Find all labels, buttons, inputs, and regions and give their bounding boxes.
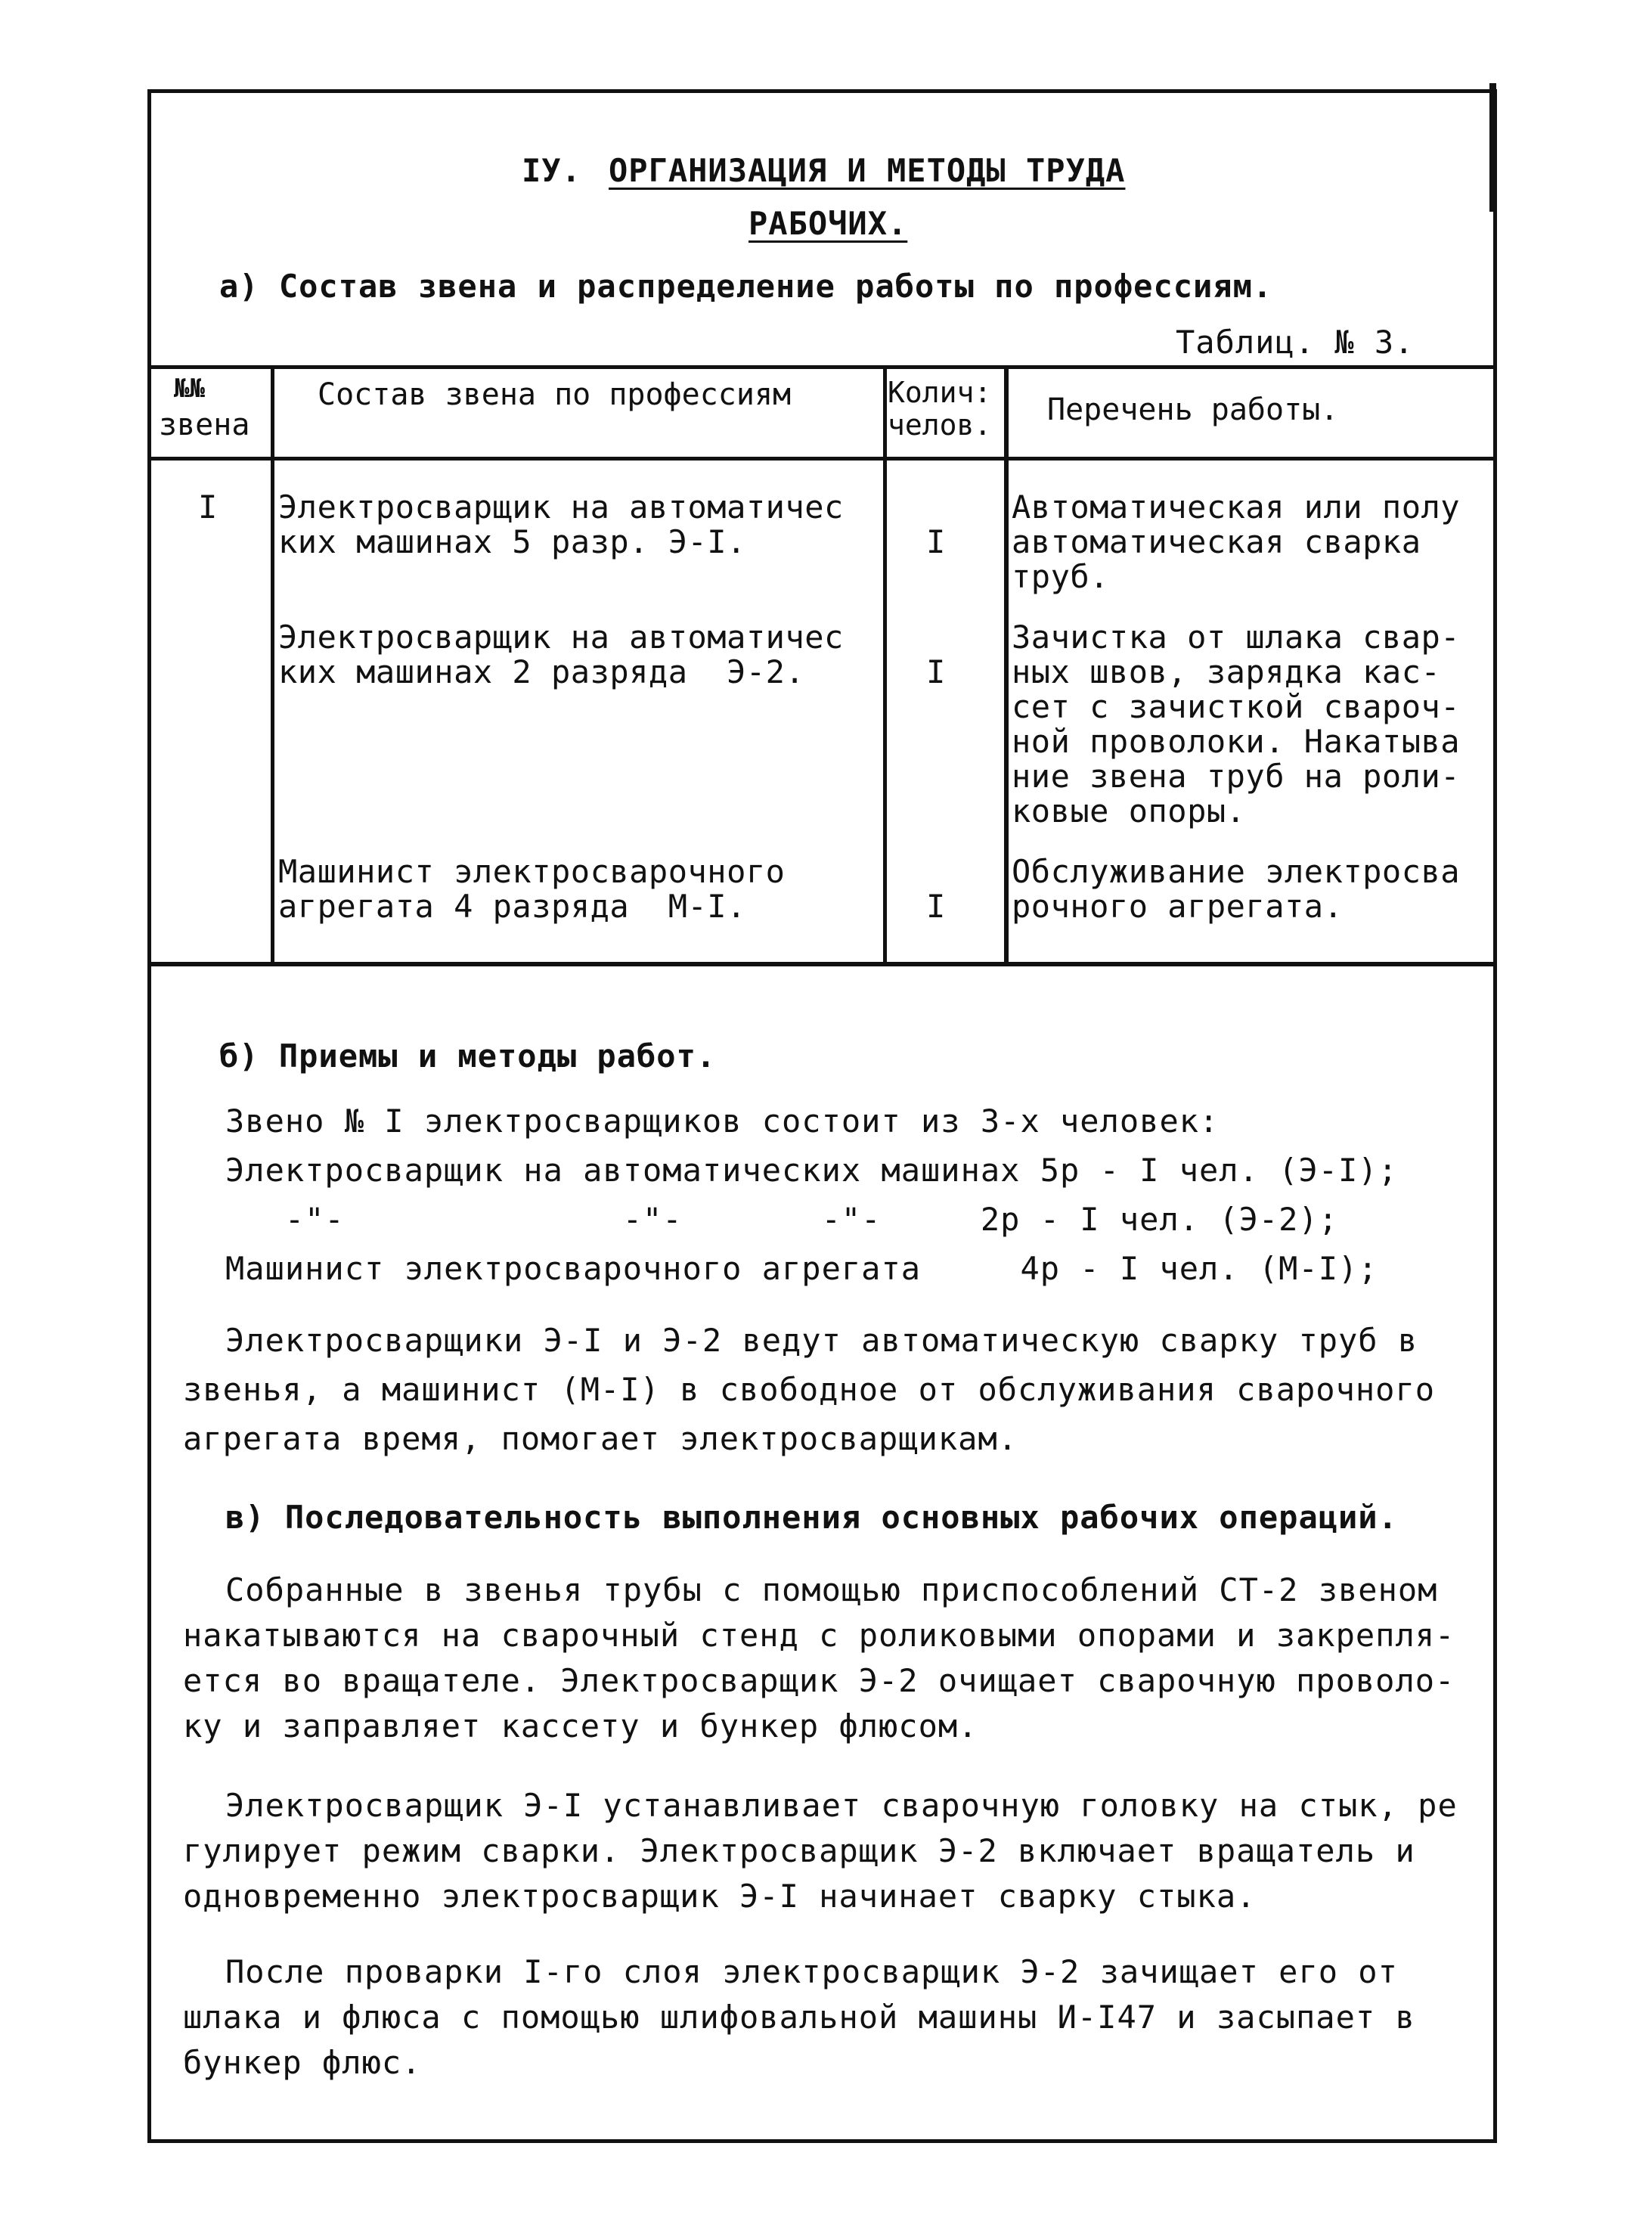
row3-composition-line2: агрегата 4 разряда М-I. bbox=[278, 888, 746, 925]
row1-works-line2: автоматическая сварка bbox=[1012, 523, 1421, 560]
header-count-line1: Колич: bbox=[888, 376, 992, 409]
subsection-b-heading: б) Приемы и методы работ. bbox=[219, 1037, 717, 1075]
paragraph-b-line3: агрегата время, помогает электросварщикам. bbox=[183, 1420, 1018, 1457]
paragraph-c1-line1: Собранные в звенья трубы с помощью приспособлений СТ-2 звеном bbox=[225, 1571, 1438, 1608]
paragraph-c2-line3: одновременно электросварщик Э-I начинает сварку стыка. bbox=[183, 1878, 1257, 1915]
header-count-line2: челов. bbox=[888, 408, 992, 442]
section-title-line2: РАБОЧИХ. bbox=[749, 205, 908, 242]
row2-composition-line2: ких машинах 2 разряда Э-2. bbox=[278, 653, 805, 690]
paragraph-c3-line3: бункер флюс. bbox=[183, 2044, 422, 2081]
row3-composition-line1: Машинист электросварочного bbox=[278, 853, 786, 890]
paragraph-c2-line2: гулирует режим сварки. Электросварщик Э-2 включает вращатель и bbox=[183, 1832, 1415, 1869]
row2-works-line2: ных швов, зарядка кас- bbox=[1012, 653, 1441, 690]
row1-works-line3: труб. bbox=[1012, 558, 1109, 595]
paragraph-b-line1: Электросварщики Э-I и Э-2 ведут автоматическую сварку труб в bbox=[225, 1322, 1418, 1359]
table-col-divider-1 bbox=[271, 365, 274, 966]
section-title-number: IУ. bbox=[522, 152, 581, 189]
row2-composition-line1: Электросварщик на автоматичес bbox=[278, 619, 844, 656]
team-line-1: Звено № I электросварщиков состоит из 3-х человек: bbox=[225, 1103, 1220, 1140]
table-caption: Таблиц. № 3. bbox=[1176, 324, 1415, 361]
team-line-3: -"- -"- -"- 2р - I чел. (Э-2); bbox=[225, 1201, 1339, 1238]
paragraph-b-line2: звенья, а машинист (М-I) в свободное от обслуживания сварочного bbox=[183, 1371, 1436, 1408]
header-composition: Состав звена по профессиям bbox=[318, 377, 792, 412]
table-header-divider bbox=[151, 457, 1497, 461]
paragraph-c1-line3: ется во вращателе. Электросварщик Э-2 очищает сварочную проволо- bbox=[183, 1662, 1455, 1699]
row2-works-line4: ной проволоки. Накатыва bbox=[1012, 723, 1461, 760]
team-line-2: Электросварщик на автоматических машинах 5р - I чел. (Э-I); bbox=[225, 1152, 1398, 1189]
row3-works-line1: Обслуживание электросва bbox=[1012, 853, 1461, 890]
paragraph-c2-line1: Электросварщик Э-I устанавливает сварочную головку на стык, ре bbox=[225, 1787, 1458, 1824]
paragraph-c3-line1: После проварки I-го слоя электросварщик Э-2 зачищает его от bbox=[225, 1953, 1398, 1990]
row1-composition-line2: ких машинах 5 разр. Э-I. bbox=[278, 523, 746, 560]
header-num-line2: звена bbox=[159, 408, 250, 442]
table-bottom-border bbox=[151, 962, 1497, 966]
paragraph-c3-line2: шлака и флюса с помощью шлифовальной машины И-I47 и засыпает в bbox=[183, 1999, 1415, 2036]
header-num-line1: №№ bbox=[174, 374, 205, 404]
frame-edge bbox=[1489, 83, 1496, 212]
table-col-divider-3 bbox=[1004, 365, 1009, 966]
row2-works-line3: сет с зачисткой свароч- bbox=[1012, 688, 1461, 725]
row2-works-line5: ние звена труб на роли- bbox=[1012, 758, 1461, 795]
row1-works-line1: Автоматическая или полу bbox=[1012, 488, 1461, 526]
subsection-a-heading: а) Состав звена и распределение работы по профессиям. bbox=[219, 268, 1273, 305]
table-col-divider-2 bbox=[883, 365, 887, 966]
team-number: I bbox=[198, 488, 218, 526]
row3-count: I bbox=[926, 888, 946, 925]
row2-count: I bbox=[926, 653, 946, 690]
row2-works-line1: Зачистка от шлака свар- bbox=[1012, 619, 1461, 656]
team-line-4: Машинист электросварочного агрегата 4р - I чел. (М-I); bbox=[225, 1250, 1378, 1287]
row2-works-line6: ковые опоры. bbox=[1012, 792, 1246, 830]
section-title-line1: ОРГАНИЗАЦИЯ И МЕТОДЫ ТРУДА bbox=[609, 152, 1126, 189]
subsection-c-heading: в) Последовательность выполнения основных рабочих операций. bbox=[225, 1499, 1398, 1536]
header-works: Перечень работы. bbox=[1047, 392, 1339, 427]
paragraph-c1-line4: ку и заправляет кассету и бункер флюсом. bbox=[183, 1707, 978, 1745]
paragraph-c1-line2: накатываются на сварочный стенд с роликовыми опорами и закрепля- bbox=[183, 1617, 1455, 1654]
table-top-border bbox=[151, 365, 1497, 369]
row1-count: I bbox=[926, 523, 946, 560]
row3-works-line2: рочного агрегата. bbox=[1012, 888, 1344, 925]
row1-composition-line1: Электросварщик на автоматичес bbox=[278, 488, 844, 526]
